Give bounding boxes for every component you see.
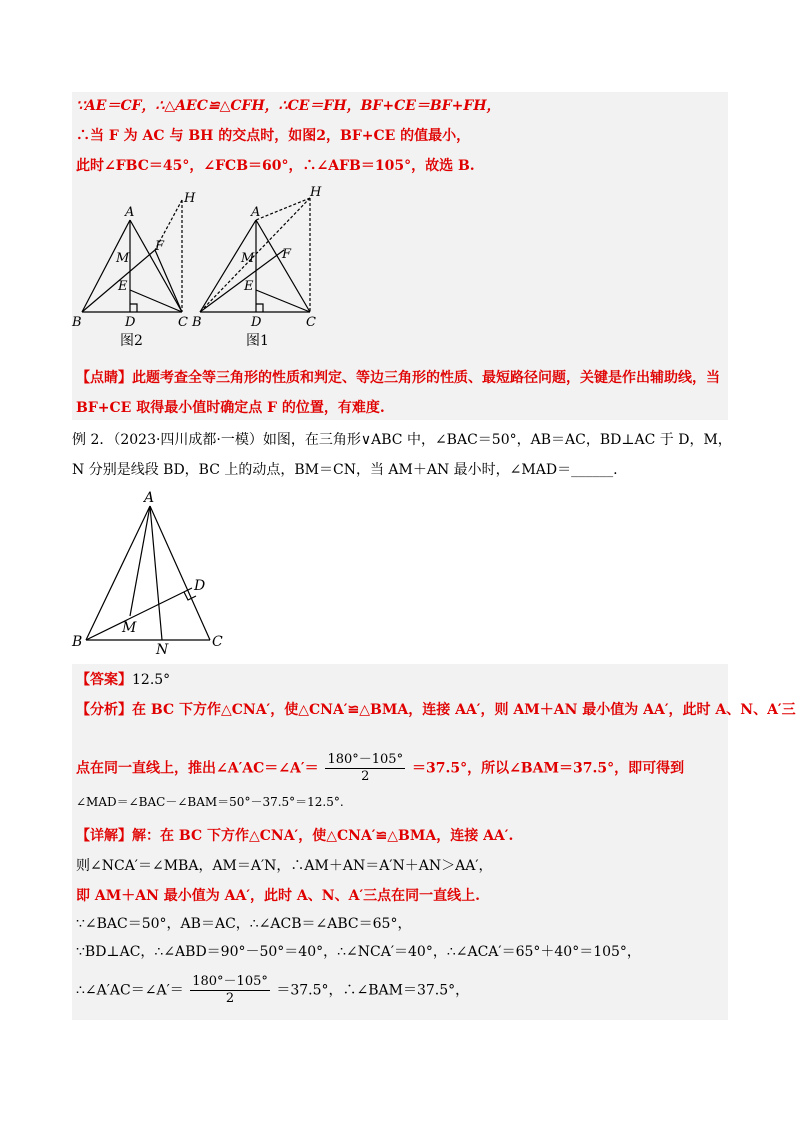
answer-tag: 【答案】 bbox=[76, 672, 132, 688]
detail-tag: 【详解】 bbox=[76, 828, 132, 844]
label-D: D bbox=[251, 315, 262, 330]
detail-line-3: 即 AM＋AN 最小值为 AA′，此时 A、N、A′三点在同一直线上. bbox=[76, 888, 481, 904]
label-M: M bbox=[116, 251, 130, 266]
label-E: E bbox=[244, 279, 254, 294]
detail-line-6-post: ＝37.5°，∴∠BAM＝37.5°， bbox=[276, 982, 470, 999]
label-M: M bbox=[241, 251, 255, 266]
label-E: E bbox=[118, 279, 128, 294]
label-D: D bbox=[125, 315, 136, 330]
solution-line-1: ∵AE＝CF，∴△AEC≌△CFH，∴CE＝FH，BF+CE＝BF+FH， bbox=[76, 98, 501, 114]
label-C: C bbox=[212, 634, 223, 650]
analysis-fraction-num: 180°－105° bbox=[327, 752, 404, 767]
label-B: B bbox=[192, 315, 202, 330]
detail-fraction bbox=[190, 974, 270, 1007]
label-C: C bbox=[178, 315, 188, 330]
answer-value: 12.5° bbox=[132, 672, 171, 688]
dianjing-line-2: BF+CE 取得最小值时确定点 F 的位置，有难度. bbox=[76, 400, 385, 416]
analysis-line-2-post: ＝37.5°，所以∠BAM＝37.5°，即可得到 bbox=[411, 760, 685, 777]
analysis-text-1: 在 BC 下方作△CNA′，使△CNA′≌△BMA，连接 AA′，则 AM＋AN 最小值为 AA′，此时 A、N、A′三 bbox=[132, 702, 796, 718]
label-F: F bbox=[282, 247, 292, 262]
example-2-line-1: 例 2．（2023·四川成都·一模）如图，在三角形∨ABC 中，∠BAC＝50°，AB＝AC，BD⊥AC 于 D，M， bbox=[72, 432, 732, 448]
label-D: D bbox=[194, 578, 206, 594]
label-M: M bbox=[122, 620, 137, 636]
label-C: C bbox=[306, 315, 316, 330]
analysis-line-2-pre: 点在同一直线上，推出∠A′AC＝∠A′＝ bbox=[76, 760, 319, 777]
analysis-fraction-den: 2 bbox=[361, 769, 370, 784]
label-B: B bbox=[72, 634, 83, 650]
detail-fraction-num: 180°－105° bbox=[192, 974, 268, 989]
solution-line-3: 此时∠FBC＝45°，∠FCB＝60°，∴∠AFB＝105°，故选 B. bbox=[76, 158, 475, 174]
detail-line-2: 则∠NCA′＝∠MBA，AM＝A′N，∴AM＋AN＝A′N＋AN＞AA′， bbox=[76, 858, 493, 874]
label-A: A bbox=[251, 205, 261, 220]
detail-line-6 bbox=[76, 974, 469, 1007]
solution-line-2: ∴当 F 为 AC 与 BH 的交点时，如图2，BF+CE 的值最小， bbox=[76, 128, 471, 144]
detail-text-1: 解：在 BC 下方作△CNA′，使△CNA′≌△BMA，连接 AA′. bbox=[132, 828, 514, 844]
answer-line bbox=[76, 670, 170, 690]
label-B: B bbox=[72, 315, 82, 330]
detail-fraction-den: 2 bbox=[225, 991, 235, 1006]
analysis-line-3: ∠MAD＝∠BAC－∠BAM＝50°－37.5°＝12.5°. bbox=[76, 795, 344, 809]
detail-line-5: ∵BD⊥AC，∴∠ABD＝90°－50°＝40°，∴∠NCA′＝40°，∴∠ACA′＝65°＋40°＝105°， bbox=[76, 944, 641, 960]
dianjing-text-1: 此题考查全等三角形的性质和判定、等边三角形的性质、最短路径问题，关键是作出辅助线，当 bbox=[132, 370, 720, 386]
example-2-line-2: N 分别是线段 BD，BC 上的动点，BM＝CN，当 AM＋AN 最小时，∠MAD＝______. bbox=[72, 462, 618, 478]
figure-1-caption: 图1 bbox=[246, 333, 269, 349]
detail-line-4: ∵∠BAC＝50°，AB＝AC，∴∠ACB＝∠ABC＝65°， bbox=[76, 916, 412, 932]
dianjing-tag: 【点睛】 bbox=[76, 370, 132, 386]
example-2-figure bbox=[70, 488, 240, 658]
analysis-line-1 bbox=[76, 700, 796, 720]
detail-line-6-pre: ∴∠A′AC＝∠A′＝ bbox=[76, 982, 184, 999]
analysis-fraction bbox=[325, 752, 405, 785]
dianjing-line-1 bbox=[76, 368, 720, 388]
analysis-tag: 【分析】 bbox=[76, 702, 132, 718]
label-F: F bbox=[155, 239, 165, 254]
label-H: H bbox=[184, 191, 196, 206]
figure-2-and-1 bbox=[70, 180, 350, 330]
analysis-line-2 bbox=[76, 752, 684, 785]
label-A: A bbox=[144, 490, 155, 506]
figure-2-caption: 图2 bbox=[120, 333, 143, 349]
label-N: N bbox=[156, 642, 169, 658]
label-A: A bbox=[125, 205, 135, 220]
label-H: H bbox=[310, 185, 322, 200]
detail-line-1 bbox=[76, 826, 513, 846]
